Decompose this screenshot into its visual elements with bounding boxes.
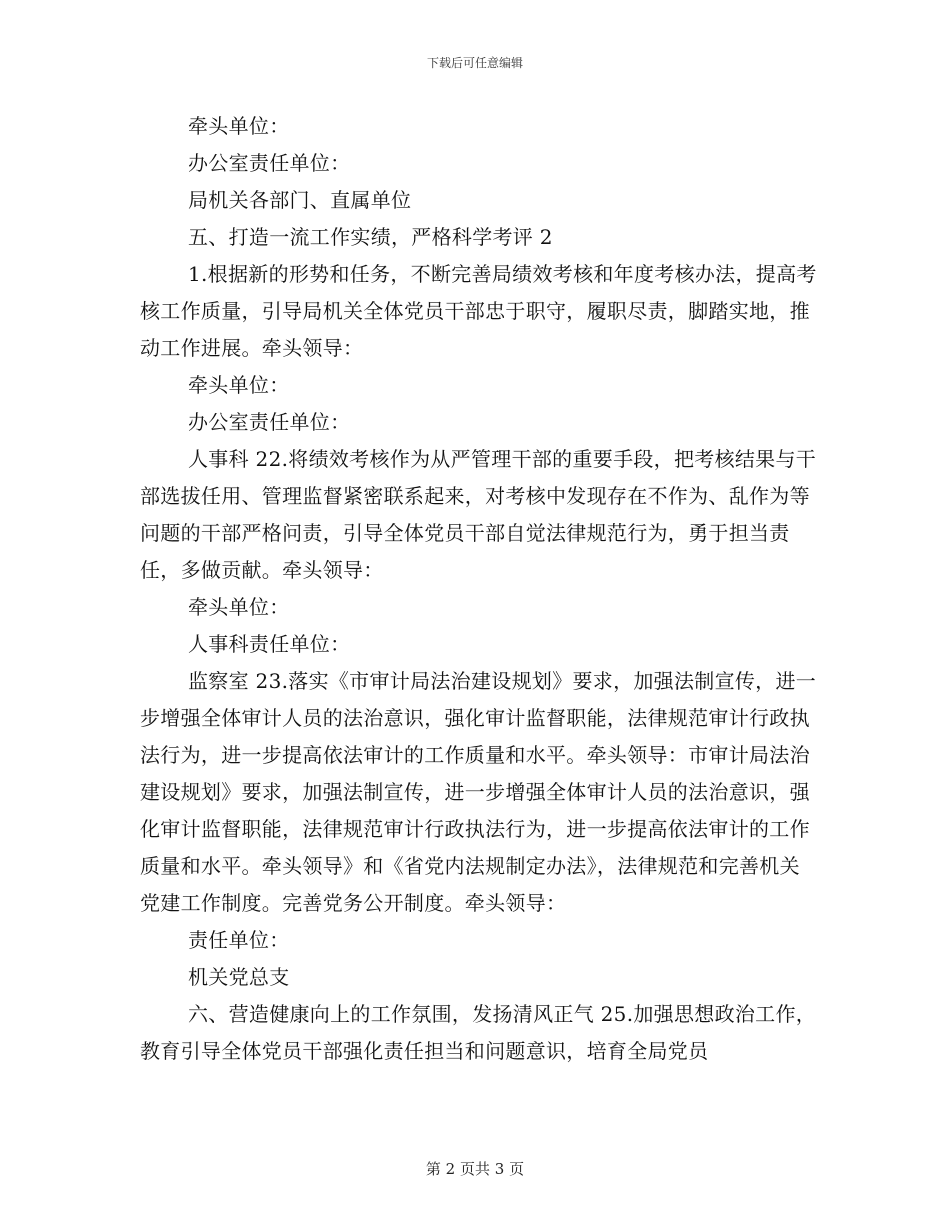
section-heading: 六、营造健康向上的工作氛围，发扬清风正气 25.加强思想政治工作，教育引导全体党员干部强化责任担当和问题意识，培育全局党员 — [140, 1002, 817, 1063]
paragraph: 局机关各部门、直属单位 — [188, 188, 412, 212]
paragraph: 人事科责任单位： — [188, 632, 351, 656]
paragraph: 责任单位： — [188, 928, 290, 952]
section-heading: 五、打造一流工作实绩，严格科学考评 2 — [188, 225, 553, 249]
paragraph: 牵头单位： — [188, 114, 290, 138]
paragraph: 监察室 23.落实《市审计局法治建设规划》要求，加强法制宣传，进一步增强全体审计人员的法治意识，强化审计监督职能，法律规范审计行政执法行为，进一步提高依法审计的工作质量和水平。牵头领导：市审计局法治建设规划》要求，加强法制宣传，进一步增强全体审计人员的法治意识，强化审计监督职能，法律规范审计行政执法行为，进一步提高依法审计的工作质量和水平。牵头领导》和《省党内法规制定办法》，法律规范和完善机关党建工作制度。完善党务公开制度。牵头领导： — [140, 669, 817, 915]
paragraph: 人事科 22.将绩效考核作为从严管理干部的重要手段，把考核结果与干部选拔任用、管理监督紧密联系起来，对考核中发现存在不作为、乱作为等问题的干部严格问责，引导全体党员干部自觉法律规范行为，勇于担当责任，多做贡献。牵头领导： — [140, 447, 817, 582]
document-body — [140, 108, 820, 1070]
paragraph: 办公室责任单位： — [188, 151, 351, 175]
paragraph: 1.根据新的形势和任务，不断完善局绩效考核和年度考核办法，提高考核工作质量，引导局机关全体党员干部忠于职守，履职尽责，脚踏实地，推动工作进展。牵头领导： — [140, 262, 817, 360]
paragraph: 机关党总支 — [188, 965, 290, 989]
page-number: 第 2 页共 3 页 — [425, 1160, 525, 1178]
paragraph: 牵头单位： — [188, 595, 290, 619]
paragraph: 办公室责任单位： — [188, 410, 351, 434]
paragraph: 牵头单位： — [188, 373, 290, 397]
page-header: 下载后可任意编辑 — [426, 56, 523, 70]
